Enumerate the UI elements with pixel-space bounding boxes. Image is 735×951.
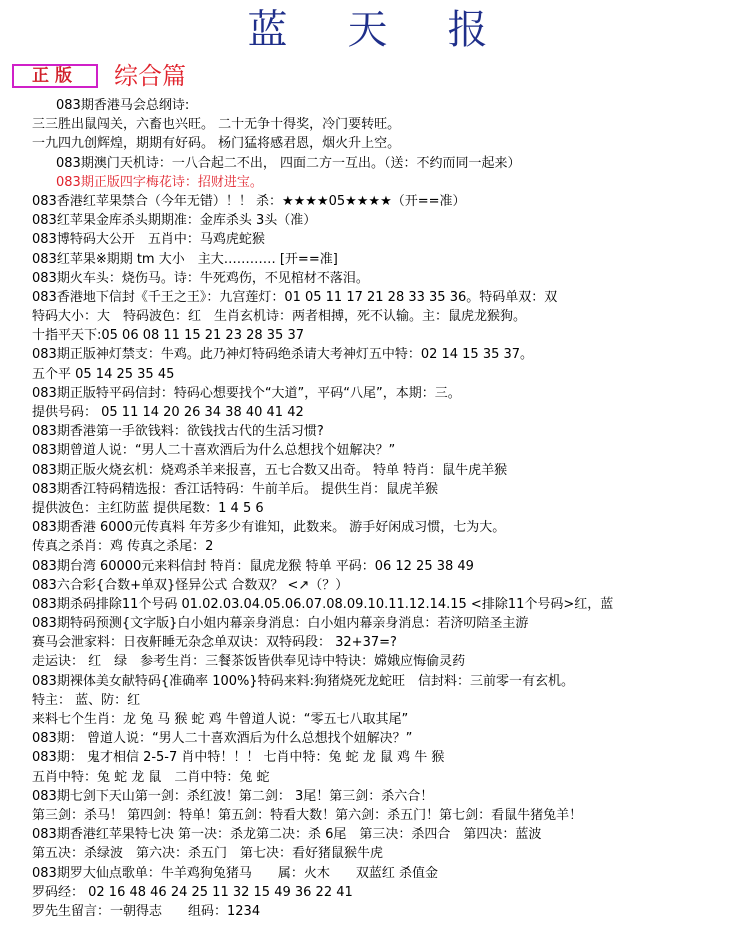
text-line: 十指平天下:05 06 08 11 15 21 23 28 35 37 — [32, 328, 304, 344]
text-line: 083期香港 6000元传真料 年芳多少有谁知，此数来。 游手好闲成习惯，七为大。 — [32, 520, 506, 536]
text-line: 罗码经： 02 16 48 46 24 25 11 32 15 49 36 22 41 — [32, 884, 353, 900]
text-line: 083红苹果金库杀头期期准：金库杀头 3头（准） — [32, 213, 317, 229]
text-line: 特码大小：大 特码波色：红 生肖玄机诗：两者相搏，死不认输。主：鼠虎龙猴狗。 — [32, 309, 527, 325]
text-line: 第三剑：杀马！ 第四剑：特单！第五剑：特看大数！第六剑：杀五门！第七剑：看鼠牛猪兔羊！ — [32, 807, 583, 823]
text-line: 083期澳门天机诗：一八合起二不出， 四面二方一互出。（送：不约而同一起来） — [56, 155, 521, 171]
text-line: 083博特码大公开 五肖中：马鸡虎蛇猴 — [32, 232, 265, 248]
text-line: 083香港红苹果禁合（今年无错）！！ 杀：★★★★05★★★★（开==准） — [32, 193, 466, 209]
text-line: 提供号码： 05 11 14 20 26 34 38 40 41 42 — [32, 405, 304, 420]
text-line: 第五决：杀绿波 第六决：杀五门 第七决：看好猪鼠猴牛虎 — [32, 846, 384, 862]
text-line: 083期罗大仙点歌单：牛羊鸡狗兔猪马 属：火木 双蓝红 杀值金 — [32, 865, 438, 881]
edition-badge: 正版 — [12, 64, 98, 88]
text-line: 083六合彩{合数+单双}怪异公式 合数双？ <↗（？） — [32, 577, 349, 593]
text-line: 083期七剑下天山第一剑：杀红波！第二剑： 3尾！第三剑：杀六合！ — [32, 788, 434, 804]
text-line: 083期香港红苹果特七决 第一决：杀龙第二决：杀 6尾 第三决：杀四合 第四决：蓝波 — [32, 827, 542, 843]
text-line: 特主： 蓝、防：红 — [32, 692, 141, 708]
text-line: 083期香江特码精选报：香江话特码：牛前羊后。 提供生肖：鼠虎羊猴 — [32, 481, 438, 497]
text-line: 赛马会泄家料：日夜鼾睡无杂念单双诀：双特码段： 32+37=? — [32, 635, 397, 651]
section-title: 综合篇 — [114, 62, 186, 90]
text-line: 083期正版神灯禁支：牛鸡。此乃神灯特码绝杀请大考神灯五中特：02 14 15 35 37。 — [32, 347, 534, 363]
text-line: 083期香港第一手欲钱料：欲钱找古代的生活习惯? — [32, 424, 324, 440]
text-line: 083红苹果※期期 tm 大小 主大………… [开==准] — [32, 251, 338, 267]
text-line: 083期裸体美女献特码{准确率 100%}特码来料:狗猪烧死龙蛇旺 信封料：三前零一有玄机。 — [32, 673, 575, 689]
text-line: 083期： 曾道人说：“男人二十喜欢酒后为什么总想找个妞解决？” — [32, 731, 413, 747]
text-line: 三三胜出鼠闯关，六畜也兴旺。 二十无争十得奖，冷门要转旺。 — [32, 117, 401, 133]
text-line: 083期杀码排除11个号码 01.02.03.04.05.06.07.08.09.10.11.12.14.15 <排除11个号码>红，蓝 — [32, 596, 614, 612]
text-line: 083期： 鬼才相信 2-5-7 肖中特！！！ 七肖中特：兔 蛇 龙 鼠 鸡 牛 猴 — [32, 750, 445, 766]
text-line: 083期香港马会总纲诗: — [56, 98, 190, 113]
text-line: 083香港地下信封《千王之王》：九宫莲灯：01 05 11 17 21 28 33 35 36。特码单双：双 — [32, 289, 558, 305]
text-line: 083期曾道人说：“男人二十喜欢酒后为什么总想找个妞解决？” — [32, 443, 396, 459]
text-line: 083期正版火烧玄机：烧鸡杀羊来报喜，五七合数又出奇。 特单 特肖：鼠牛虎羊猴 — [32, 462, 508, 478]
text-line: 提供波色：主红防蓝 提供尾数：1 4 5 6 — [32, 500, 264, 516]
text-line: 罗先生留言：一朝得志 组码：1234 — [32, 903, 261, 919]
text-line: 来料七个生肖：龙 兔 马 猴 蛇 鸡 牛曾道人说：“零五七八取其尾” — [32, 712, 409, 727]
text-line: 083期特码预测{文字版}白小姐内幕亲身消息：白小姐内幕亲身消息：若济叨陪圣主游 — [32, 616, 529, 632]
text-line: 083期正版四字梅花诗：招财进宝。 — [56, 174, 263, 190]
article-body — [32, 96, 732, 921]
text-line: 五个平 05 14 25 35 45 — [32, 366, 175, 382]
text-line: 083期正版特平码信封：特码心想要找个“大道”，平码“八尾”，本期：三。 — [32, 385, 461, 401]
text-line: 一九四九创辉煌，期期有好码。 杨门猛将感君恩，烟火升上空。 — [32, 136, 401, 152]
text-line: 传真之杀肖：鸡 传真之杀尾：2 — [32, 539, 214, 555]
text-line: 走运诀： 红 绿 参考生肖：三餐茶饭皆供奉见诗中特诀：嫦娥应悔偷灵药 — [32, 654, 466, 670]
text-line: 083期台湾 60000元来料信封 特肖：鼠虎龙猴 特单 平码：06 12 25 38 49 — [32, 558, 474, 574]
text-line: 083期火车头：烧伤马。诗：牛死鸡伤，不见棺材不落泪。 — [32, 270, 369, 286]
text-line: 五肖中特：兔 蛇 龙 鼠 二肖中特：兔 蛇 — [32, 769, 270, 785]
page-title: 蓝天报 — [247, 7, 548, 53]
